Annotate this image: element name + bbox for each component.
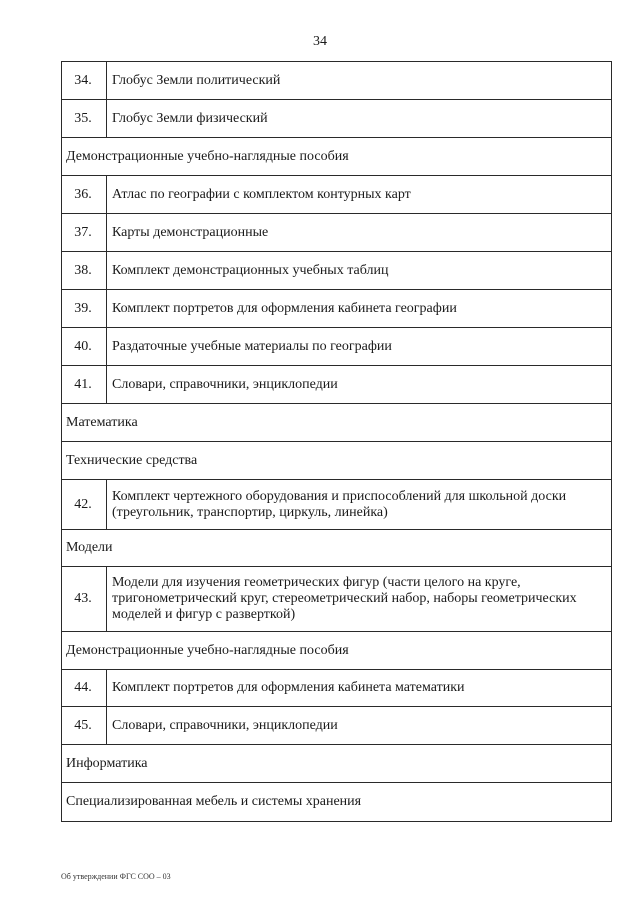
section-row (62, 530, 612, 567)
section-heading: Математика (62, 404, 612, 442)
section-heading: Специализированная мебель и системы хранения (62, 783, 612, 822)
equipment-table (61, 61, 612, 822)
item-text: Раздаточные учебные материалы по географии (107, 328, 612, 366)
item-number: 45. (62, 707, 107, 745)
section-heading: Модели (62, 530, 612, 567)
table-row (62, 290, 612, 328)
table-row (62, 252, 612, 290)
table-row (62, 567, 612, 632)
item-number: 41. (62, 366, 107, 404)
item-number: 44. (62, 670, 107, 707)
item-text: Комплект чертежного оборудования и приспособлений для школьной доски (треугольник, транспортир, циркуль, линейка) (107, 480, 612, 530)
item-text: Глобус Земли физический (107, 100, 612, 138)
item-number: 40. (62, 328, 107, 366)
item-number: 36. (62, 176, 107, 214)
table-row (62, 366, 612, 404)
table-row (62, 328, 612, 366)
item-number: 43. (62, 567, 107, 632)
item-number: 39. (62, 290, 107, 328)
section-row (62, 138, 612, 176)
item-text: Словари, справочники, энциклопедии (107, 366, 612, 404)
item-text: Комплект портретов для оформления кабинета географии (107, 290, 612, 328)
table-row (62, 62, 612, 100)
item-text: Карты демонстрационные (107, 214, 612, 252)
section-row (62, 404, 612, 442)
section-row (62, 745, 612, 783)
section-row (62, 442, 612, 480)
item-number: 34. (62, 62, 107, 100)
table-row (62, 214, 612, 252)
item-number: 38. (62, 252, 107, 290)
table-row (62, 707, 612, 745)
item-text: Словари, справочники, энциклопедии (107, 707, 612, 745)
table-row (62, 100, 612, 138)
section-heading: Демонстрационные учебно-наглядные пособия (62, 632, 612, 670)
item-text: Глобус Земли политический (107, 62, 612, 100)
table-row (62, 670, 612, 707)
item-number: 35. (62, 100, 107, 138)
section-heading: Демонстрационные учебно-наглядные пособия (62, 138, 612, 176)
table-row (62, 480, 612, 530)
item-number: 37. (62, 214, 107, 252)
item-text: Комплект демонстрационных учебных таблиц (107, 252, 612, 290)
section-heading: Технические средства (62, 442, 612, 480)
item-text: Комплект портретов для оформления кабинета математики (107, 670, 612, 707)
section-row (62, 632, 612, 670)
item-text: Модели для изучения геометрических фигур (части целого на круге, тригонометрический круг, стереометрический набор, наборы геометрических моделей и фигур с разверткой) (107, 567, 612, 632)
section-heading: Информатика (62, 745, 612, 783)
table-row (62, 176, 612, 214)
section-row (62, 783, 612, 822)
page-number: 34 (313, 34, 327, 49)
item-text: Атлас по географии с комплектом контурных карт (107, 176, 612, 214)
item-number: 42. (62, 480, 107, 530)
document-footer: Об утверждении ФГС СОО – 03 (61, 872, 171, 881)
